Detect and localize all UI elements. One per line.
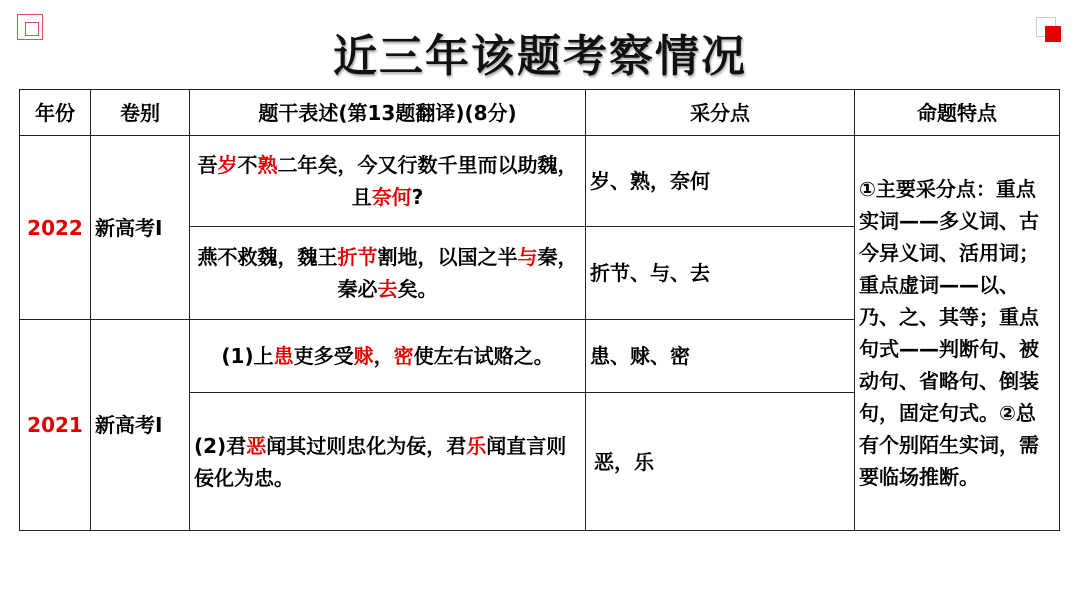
- header-paper: 卷别: [91, 90, 190, 136]
- year-cell: 2022: [20, 136, 91, 320]
- scoring-points: 折节、与、去: [586, 227, 855, 320]
- highlighted-word: 赇: [353, 344, 374, 368]
- header-points: 采分点: [586, 90, 855, 136]
- features-cell: ①主要采分点：重点实词——多义词、古今异义词、活用词；重点虚词——以、乃、之、其等；重点句式——判断句、被动句、省略句、倒装句，固定句式。②总有个别陌生实词，需要临场推断。: [855, 136, 1060, 531]
- stem-text: 闻其过则忠化为佞，君: [266, 433, 467, 458]
- highlighted-word: 密: [393, 344, 414, 368]
- highlighted-word: 患: [273, 344, 294, 368]
- highlighted-word: 岁: [217, 153, 238, 177]
- stem-text: 不: [237, 153, 258, 177]
- stem-text: 矣。: [397, 277, 438, 301]
- header-stem: 题干表述(第13题翻译)(8分): [190, 90, 586, 136]
- highlighted-word: 奈何: [371, 185, 412, 209]
- stem-text: 吏多受: [293, 344, 354, 368]
- stem-text: 吾: [197, 153, 218, 177]
- exam-analysis-table: [19, 89, 1060, 531]
- highlighted-word: 去: [377, 277, 398, 301]
- stem-text: 燕不救魏，魏王: [197, 245, 338, 269]
- stem-text: (2)君: [194, 433, 247, 458]
- year-cell: 2021: [20, 320, 91, 531]
- header-features: 命题特点: [855, 90, 1060, 136]
- stem-text: 闻直言则佞化为忠。: [194, 433, 567, 490]
- question-stem: [190, 136, 586, 227]
- paper-cell: 新高考Ⅰ: [91, 320, 190, 531]
- stem-text: ?: [411, 185, 424, 209]
- paper-cell: 新高考Ⅰ: [91, 136, 190, 320]
- question-stem: [190, 393, 586, 531]
- highlighted-word: 乐: [466, 433, 487, 458]
- stem-text: (1)上: [221, 344, 274, 368]
- header-year: 年份: [20, 90, 91, 136]
- stem-text: 秦，秦必: [337, 245, 578, 301]
- highlighted-word: 与: [517, 245, 538, 269]
- highlighted-word: 熟: [257, 153, 278, 177]
- highlighted-word: 恶: [246, 433, 267, 458]
- stem-text: 使左右试赂之。: [413, 344, 554, 368]
- scoring-points: 恶，乐: [586, 393, 855, 531]
- stem-text: ，: [373, 344, 394, 368]
- table-row: [20, 136, 1060, 227]
- question-stem: [190, 227, 586, 320]
- header-row: [20, 90, 1060, 136]
- highlighted-word: 折节: [337, 245, 378, 269]
- page-title: 近三年该题考察情况: [333, 31, 747, 82]
- scoring-points: 岁、熟，奈何: [586, 136, 855, 227]
- question-stem: [190, 320, 586, 393]
- scoring-points: 患、赇、密: [586, 320, 855, 393]
- stem-text: 割地，以国之半: [377, 245, 518, 269]
- stem-text: 二年矣，今又行数千里而以助魏，且: [277, 153, 578, 209]
